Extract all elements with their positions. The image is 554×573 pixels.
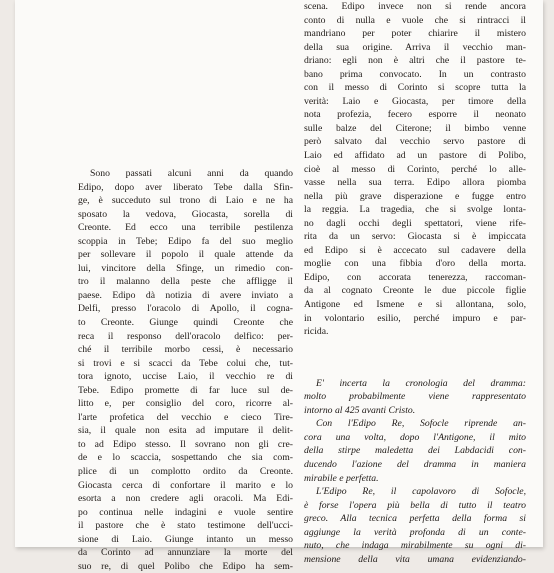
text-line: Tebe. Edipo promette di far luce sul de- (78, 384, 293, 396)
note-line: E' incerta la cronologia del dramma: (316, 377, 526, 389)
book-page (15, 0, 543, 572)
text-line: ché il terribile morbo cessi, è necessario (78, 344, 293, 356)
note-line: mirabile e perfetta. (304, 472, 379, 484)
text-line: reca il responso dell'oracolo delfico: per- (78, 330, 293, 342)
text-line: ge, è succeduto sul trono di Laio e ne ha (78, 195, 293, 207)
text-line: nota profezia, fecero esporre il neonato (304, 109, 526, 121)
note-line: greco. Alla tecnica perfetta della forma si (304, 513, 526, 525)
note-line: mensione della vita umana evidenziando- (304, 553, 526, 565)
text-line: conto di nulla e vuole che si rintracci il (304, 14, 526, 26)
note-line: Con l'Edipo Re, Sofocle riprende an- (316, 418, 526, 430)
text-line: bano prima convocato. In un contrasto (304, 68, 526, 80)
text-line: no dagli occhi degli spettatori, viene rife- (304, 217, 526, 229)
text-line: ed Edipo si è accecato sul cadavere della (304, 244, 526, 256)
text-line: to ad Edipo stesso. Il sovrano non gli cre- (78, 438, 293, 450)
text-line: scena. Edipo invece non si rende ancora (304, 1, 526, 12)
text-line: per sollevare il popolo il quale attende da (78, 249, 293, 261)
text-line: della sua origine. Arriva il vecchio man- (304, 41, 526, 53)
right-column (304, 0, 526, 566)
text-line: sposato la vedova, Giocasta, sorella di (78, 208, 293, 220)
text-line: tro il malanno della peste che affligge il (78, 276, 293, 288)
text-line: l'arte profetica del vecchio e cieco Tire- (78, 411, 293, 423)
text-line: litto e, per consiglio del coro, ricorre al- (78, 398, 293, 410)
note-line: è forse l'opera più bella di tutto il teatro (304, 499, 526, 511)
text-line: cioè al messo di Corinto, perché lo alle- (304, 163, 526, 175)
note-line: intorno al 425 avanti Cristo. (304, 404, 416, 416)
text-line: Edipo, dopo aver liberato Tebe dalla Sfin- (78, 181, 293, 193)
text-line: il pastore che è stato testimone dell'ucci- (78, 520, 293, 532)
text-line: sia, il quale non esita ad imputare il delit- (78, 425, 293, 437)
text-line: Creonte. Ed ecco una terribile pestilenza (78, 222, 293, 234)
text-line: in volontario esilio, perché impuro e par- (304, 312, 526, 324)
text-line: sione di Laio. Giunge intanto un messo (78, 533, 293, 545)
note-line: aggiunge la verità profonda di un conte- (304, 526, 526, 538)
text-line: con il messo di Corinto si scopre tutta la (304, 82, 526, 94)
text-line: paese. Edipo dà notizia di avere inviato a (78, 289, 293, 301)
text-line: Antigone ed Ismene e si allontana, solo, (304, 299, 526, 311)
text-line: lui, vincitore della Sfinge, un rimedio con- (78, 262, 293, 274)
text-line: tora ignoto, uccise Laio, il vecchio re di (78, 371, 293, 383)
text-line: Sono passati alcuni anni da quando (90, 168, 293, 179)
text-line: verità: Laio e Giocasta, per timore della (304, 95, 526, 107)
text-line: to Creonte. Giunge quindi Creonte che (78, 317, 293, 329)
note-line: cora una volta, dopo l'Antigone, il mito (304, 431, 526, 443)
italic-notes (304, 377, 526, 567)
text-line: Giocasta cerca di confortare il marito e lo (78, 479, 293, 491)
text-line: esorta a non credere agli oracoli. Ma Edi- (78, 493, 293, 505)
text-line: driano: egli non è altri che il pastore te- (304, 55, 526, 67)
note-line: L'Edipo Re, il capolavoro di Sofocle, (316, 486, 526, 498)
text-line: Delfi, presso l'oracolo di Apollo, il cogna- (78, 303, 293, 315)
text-line: mandriano per poter chiarire il mistero (304, 28, 526, 40)
note-line: ducendo l'azione del dramma in maniera (304, 458, 526, 470)
text-line: moglie con una fibbia d'oro della morta. (304, 258, 526, 270)
text-line: scoppia in Tebe; Edipo fa del suo meglio (78, 235, 293, 247)
text-line: nella più grave disperazione e fugge entro (304, 190, 526, 202)
text-line: Laio ed affidato ad un pastore di Polibo, (304, 150, 526, 162)
text-line: de e lo scaccia, sospettando che sia com- (78, 452, 293, 464)
left-column (78, 167, 293, 573)
text-line: però salvato dal vecchio servo pastore di (304, 136, 526, 148)
text-line: sulle balze del Citerone; il bimbo venne (304, 122, 526, 134)
text-line: rita da un servo: Giocasta si è impiccata (304, 231, 526, 243)
text-line: si trovi e si scacci da Tebe colui che, tut- (78, 357, 293, 369)
text-line: la reggia. La tragedia, che si svolge lonta- (304, 204, 526, 216)
text-line: Edipo, con accorata tenerezza, raccoman- (304, 271, 526, 283)
note-line: molto probabilmente viene rappresentato (304, 391, 526, 403)
text-line: vasse nella sua terra. Edipo allora piomba (304, 177, 526, 189)
text-line: da al cognato Creonte le due piccole figlie (304, 285, 526, 297)
note-line: della stirpe maledetta dei Labdacidi con- (304, 445, 526, 457)
section-spacer (304, 339, 526, 377)
text-line: plice di un complotto ordito da Creonte. (78, 466, 293, 478)
note-line: nuto, che indaga mirabilmente su ogni di- (304, 540, 526, 552)
text-line: suo re, di quel Polibo che Edipo ha sem- (78, 560, 293, 572)
text-line: da Corinto ad annunziare la morte del (78, 547, 293, 559)
text-line: po continua nelle indagini e vuole sentire (78, 506, 293, 518)
text-line: ricida. (304, 326, 329, 338)
